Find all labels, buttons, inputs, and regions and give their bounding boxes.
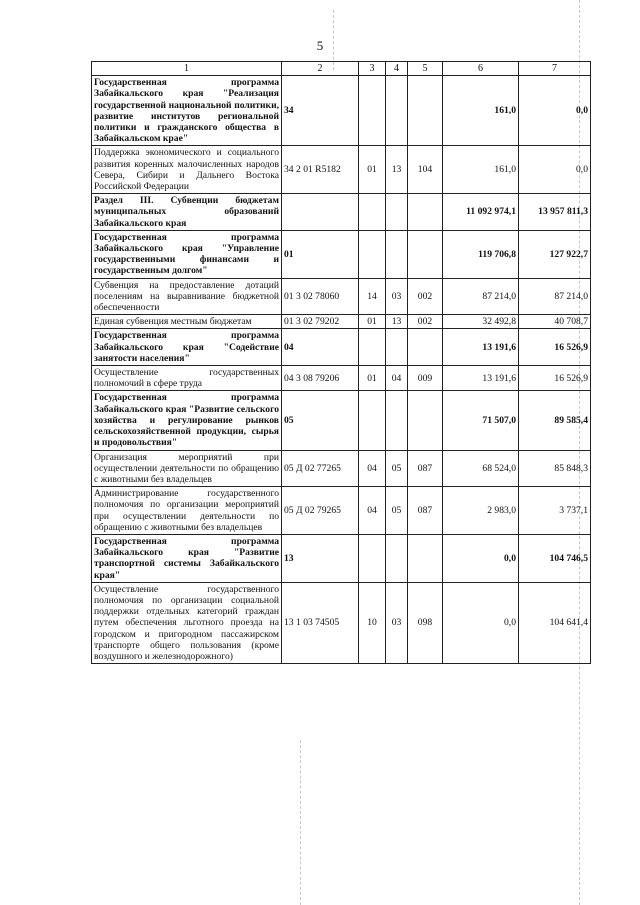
row-amount-cell: 40 708,7 — [519, 315, 591, 329]
row-section-cell: 01 — [359, 315, 386, 329]
table-header-row — [92, 62, 591, 76]
column-header: 6 — [443, 62, 519, 76]
row-amount-cell: 104 746,5 — [519, 534, 591, 582]
column-header: 1 — [92, 62, 282, 76]
row-code-cell: 34 2 01 R5182 — [282, 146, 359, 194]
row-subsection-cell: 03 — [386, 582, 408, 663]
row-type-cell — [408, 230, 443, 278]
row-section-cell — [359, 534, 386, 582]
row-subsection-cell — [386, 534, 408, 582]
row-amount-cell: 13 191,6 — [443, 329, 519, 366]
row-amount-cell: 104 641,4 — [519, 582, 591, 663]
row-code-cell: 04 3 08 79206 — [282, 366, 359, 391]
row-name-cell: Государственная программа Забайкальского края "Развитие сельского хозяйства и регулирование рынков сельскохозяйственной продукции, сырья и продовольствия" — [92, 391, 282, 450]
row-section-cell — [359, 76, 386, 146]
row-type-cell: 087 — [408, 487, 443, 535]
row-type-cell: 104 — [408, 146, 443, 194]
table-row — [92, 487, 591, 535]
row-amount-cell: 13 191,6 — [443, 366, 519, 391]
row-code-cell: 04 — [282, 329, 359, 366]
column-header: 4 — [386, 62, 408, 76]
row-code-cell: 05 — [282, 391, 359, 450]
row-code-cell: 05 Д 02 77265 — [282, 450, 359, 487]
row-code-cell — [282, 194, 359, 231]
row-type-cell: 009 — [408, 366, 443, 391]
row-amount-cell: 68 524,0 — [443, 450, 519, 487]
row-name-cell: Государственная программа Забайкальского края "Реализация государственной национальной политики, развитие институтов региональной политики и гражданского общества в Забайкальском крае" — [92, 76, 282, 146]
row-subsection-cell — [386, 194, 408, 231]
row-section-cell: 01 — [359, 366, 386, 391]
row-section-cell: 04 — [359, 450, 386, 487]
row-name-cell: Администрирование государственного полномочия по организации мероприятий при осуществлении деятельности по обращению с животными без владельцев — [92, 487, 282, 535]
row-section-cell: 01 — [359, 146, 386, 194]
row-type-cell — [408, 534, 443, 582]
row-type-cell: 002 — [408, 315, 443, 329]
row-subsection-cell: 05 — [386, 450, 408, 487]
column-header: 5 — [408, 62, 443, 76]
row-amount-cell: 89 585,4 — [519, 391, 591, 450]
row-section-cell — [359, 230, 386, 278]
table-row — [92, 76, 591, 146]
row-type-cell: 002 — [408, 278, 443, 315]
row-type-cell — [408, 329, 443, 366]
column-header: 7 — [519, 62, 591, 76]
row-amount-cell: 161,0 — [443, 76, 519, 146]
row-name-cell: Единая субвенция местным бюджетам — [92, 315, 282, 329]
row-subsection-cell: 13 — [386, 146, 408, 194]
row-code-cell: 01 — [282, 230, 359, 278]
column-header: 3 — [359, 62, 386, 76]
table-row — [92, 146, 591, 194]
table-row — [92, 582, 591, 663]
row-amount-cell: 71 507,0 — [443, 391, 519, 450]
row-name-cell: Поддержка экономического и социального развития коренных малочисленных народов Севера, Сибири и Дальнего Востока Российской Федерации — [92, 146, 282, 194]
row-type-cell: 098 — [408, 582, 443, 663]
row-name-cell: Организация мероприятий при осуществлении деятельности по обращению с животными без владельцев — [92, 450, 282, 487]
row-subsection-cell — [386, 230, 408, 278]
row-type-cell: 087 — [408, 450, 443, 487]
row-amount-cell: 32 492,8 — [443, 315, 519, 329]
table-row — [92, 278, 591, 315]
column-header: 2 — [282, 62, 359, 76]
row-amount-cell: 0,0 — [519, 146, 591, 194]
table-row — [92, 230, 591, 278]
row-amount-cell: 127 922,7 — [519, 230, 591, 278]
row-subsection-cell: 13 — [386, 315, 408, 329]
row-type-cell — [408, 194, 443, 231]
row-subsection-cell: 04 — [386, 366, 408, 391]
row-amount-cell: 16 526,9 — [519, 329, 591, 366]
row-code-cell: 13 1 03 74505 — [282, 582, 359, 663]
row-amount-cell: 0,0 — [443, 534, 519, 582]
row-subsection-cell — [386, 329, 408, 366]
row-type-cell — [408, 391, 443, 450]
row-section-cell: 04 — [359, 487, 386, 535]
table-row — [92, 391, 591, 450]
page-number: 5 — [316, 38, 324, 53]
row-subsection-cell: 03 — [386, 278, 408, 315]
row-name-cell: Субвенция на предоставление дотаций поселениям на выравнивание бюджетной обеспеченности — [92, 278, 282, 315]
row-section-cell — [359, 194, 386, 231]
row-section-cell: 14 — [359, 278, 386, 315]
row-code-cell: 13 — [282, 534, 359, 582]
row-amount-cell: 85 848,3 — [519, 450, 591, 487]
row-subsection-cell — [386, 391, 408, 450]
row-code-cell: 34 — [282, 76, 359, 146]
row-amount-cell: 161,0 — [443, 146, 519, 194]
row-amount-cell: 0,0 — [443, 582, 519, 663]
row-subsection-cell: 05 — [386, 487, 408, 535]
row-code-cell: 01 3 02 79202 — [282, 315, 359, 329]
table-row — [92, 366, 591, 391]
row-amount-cell: 87 214,0 — [519, 278, 591, 315]
row-name-cell: Государственная программа Забайкальского края "Управление государственными финансами и государственным долгом" — [92, 230, 282, 278]
row-name-cell: Государственная программа Забайкальского края "Содействие занятости населения" — [92, 329, 282, 366]
row-amount-cell: 16 526,9 — [519, 366, 591, 391]
row-name-cell: Государственная программа Забайкальского края "Развитие транспортной системы Забайкальского края" — [92, 534, 282, 582]
row-section-cell: 10 — [359, 582, 386, 663]
row-section-cell — [359, 329, 386, 366]
row-code-cell: 01 3 02 78060 — [282, 278, 359, 315]
row-name-cell: Раздел III. Субвенции бюджетам муниципальных образований Забайкальского края — [92, 194, 282, 231]
row-amount-cell: 87 214,0 — [443, 278, 519, 315]
row-amount-cell: 119 706,8 — [443, 230, 519, 278]
row-code-cell: 05 Д 02 79265 — [282, 487, 359, 535]
table-row — [92, 329, 591, 366]
row-section-cell — [359, 391, 386, 450]
table-row — [92, 194, 591, 231]
row-amount-cell: 13 957 811,3 — [519, 194, 591, 231]
row-amount-cell: 3 737,1 — [519, 487, 591, 535]
row-amount-cell: 0,0 — [519, 76, 591, 146]
row-name-cell: Осуществление государственных полномочий в сфере труда — [92, 366, 282, 391]
budget-table — [91, 61, 591, 664]
scan-artifact-line — [300, 740, 301, 905]
row-subsection-cell — [386, 76, 408, 146]
table-row — [92, 450, 591, 487]
table-row — [92, 534, 591, 582]
row-amount-cell: 2 983,0 — [443, 487, 519, 535]
row-name-cell: Осуществление государственного полномочия по организации социальной поддержки отдельных категорий граждан путем обеспечения льготного проезда на городском и пригородном пассажирском транспорте общего пользования (кроме воздушного и железнодорожного) — [92, 582, 282, 663]
row-amount-cell: 11 092 974,1 — [443, 194, 519, 231]
table-row — [92, 315, 591, 329]
row-type-cell — [408, 76, 443, 146]
